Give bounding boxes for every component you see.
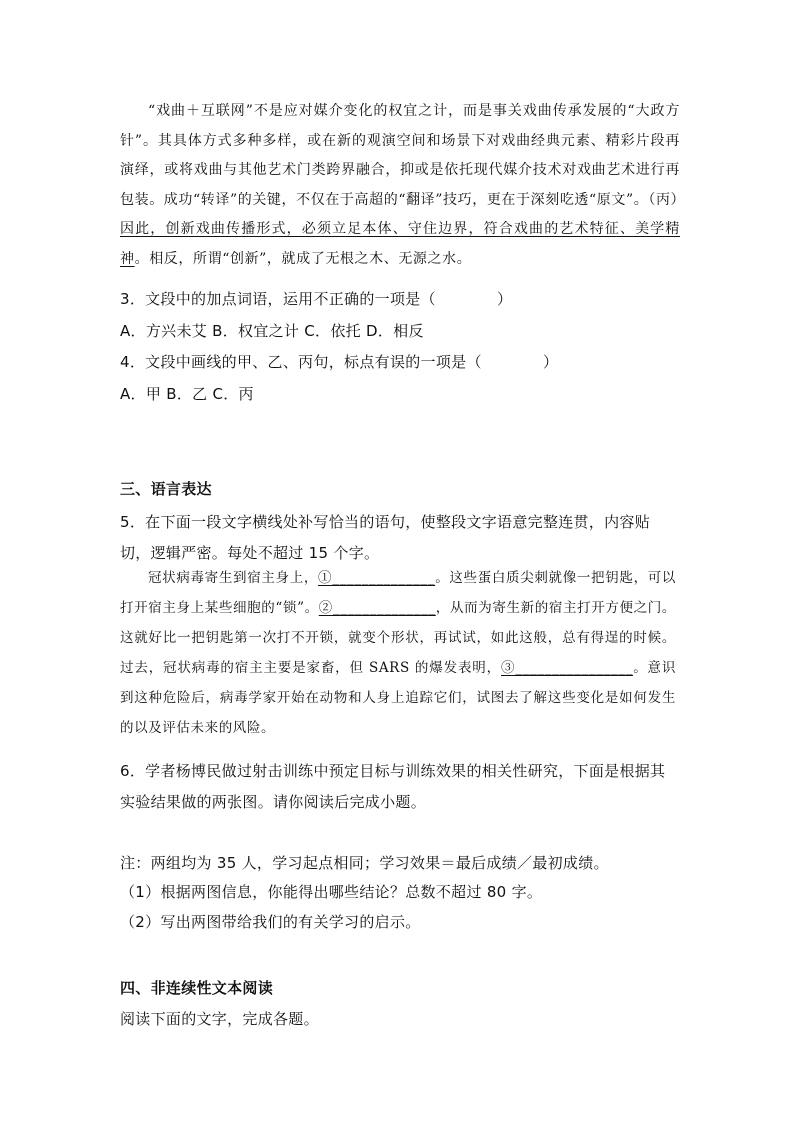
question-3-stem: 3．文段中的加点词语，运用不正确的一项是（ ） xyxy=(120,290,513,308)
passage1-text-end: 。相反，所谓“创新”，就成了无根之木、无源之水。 xyxy=(134,250,472,267)
section-4-title: 四、非连续性文本阅读 xyxy=(120,979,274,997)
passage-coronavirus xyxy=(120,563,676,743)
sentence-bing-underlined: 因此，创新戏曲传播形式，必须立足本体、守住边界，符合戏曲的艺术特征、美学精神 xyxy=(120,221,680,267)
question-3-options: A．方兴未艾 B．权宜之计 C．依托 D．相反 xyxy=(120,322,424,340)
section-3-title: 三、语言表达 xyxy=(120,480,212,498)
blank-3[interactable]: ③________________ xyxy=(501,660,633,676)
question-6-sub-1: （1）根据两图信息，你能得出哪些结论？总数不超过 80 字。 xyxy=(120,883,543,901)
passage2-text-2: 。这些蛋白质尖刺就像一把钥匙，可以打开宿主身上某些细胞的“锁”。 xyxy=(120,570,677,616)
question-6-sub-2: （2）写出两图带给我们的有关学习的启示。 xyxy=(120,913,421,931)
question-4-options: A．甲 B．乙 C．丙 xyxy=(120,385,254,403)
blank-1[interactable]: ①______________ xyxy=(318,570,436,586)
question-6-stem: 6．学者杨博民做过射击训练中预定目标与训练效果的相关性研究，下面是根据其实验结果做的两张图。请你阅读后完成小题。 xyxy=(120,762,666,811)
passage1-text: “戏曲＋互联网”不是应对媒介变化的权宜之计，而是事关戏曲传承发展的“大政方针”。其具体方式多种多样，或在新的观演空间和场景下对戏曲经典元素、精彩片段再演绎，或将戏曲与其他艺术门类跨界融合，抑或是依托现代媒介技术对戏曲艺术进行再包装。成功“转译”的关键，不仅在于高超的“翻译”技巧，更在于深刻吃透“原文”。（丙） xyxy=(120,103,686,208)
passage2-text-3: ，从而为寄生新的宿主打开方便之门。这就好比一把钥匙第一次打不开锁，就变个形状，再试试，如此这般，总有得逞的时候。过去，冠状病毒的宿主主要是家畜，但 SARS 的爆发表明， xyxy=(120,600,676,676)
question-4-stem: 4．文段中画线的甲、乙、丙句，标点有误的一项是（ ） xyxy=(120,353,559,371)
passage-opera-internet xyxy=(120,97,686,274)
passage2-text-4: 。意识到这种危险后，病毒学家开始在动物和人身上追踪它们，试图去了解这些变化是如何发生的以及评估未来的风险。 xyxy=(120,660,676,736)
question-5-stem: 5．在下面一段文字横线处补写恰当的语句，使整段文字语意完整连贯，内容贴切，逻辑严密。每处不超过 15 个字。 xyxy=(120,513,651,562)
passage2-text-1: 冠状病毒寄生到宿主身上， xyxy=(148,570,319,586)
question-6-note: 注：两组均为 35 人，学习起点相同；学习效果＝最后成绩／最初成绩。 xyxy=(120,854,609,872)
section-4-intro: 阅读下面的文字，完成各题。 xyxy=(120,1010,319,1028)
blank-2[interactable]: ②______________ xyxy=(318,600,436,616)
